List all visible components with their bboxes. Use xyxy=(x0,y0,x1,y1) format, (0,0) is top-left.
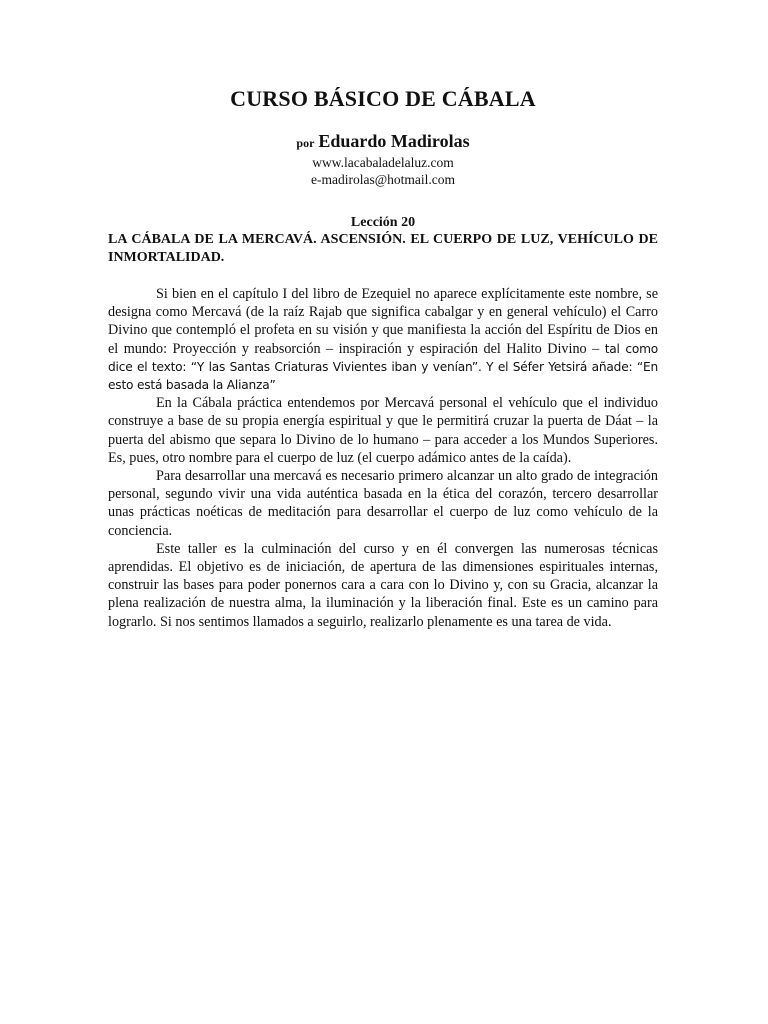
paragraph-4: Este taller es la culminación del curso y en él convergen las numerosas técnicas aprendidas. El objetivo es de iniciación, de apertura de las dimensiones espirituales internas, construir las bases para poder ponernos cara a cara con lo Divino y, con su Gracia, alcanzar la plena realización de nuestra alma, la iluminación y la liberación final. Este es un camino para lograrlo. Si nos sentimos llamados a seguirlo, realizarlo plenamente es una tarea de vida. xyxy=(108,540,658,630)
document-title: CURSO BÁSICO DE CÁBALA xyxy=(230,86,536,111)
paragraph-1-quote: tal como dice el texto: “Y las Santas Criaturas Vivientes iban y venían”. Y el Séfer Yetsirá añade: “En esto está basada la Alianza” xyxy=(108,341,659,393)
byline xyxy=(108,130,658,154)
paragraph-1-text: Si bien en el capítulo I del libro de Ezequiel no aparece explícitamente este nombre, se designa como Mercavá (de la raíz Rajab que significa cabalgar y en general vehículo) el Carro Divino que contempló el profeta en su visión y que manifiesta la acción del Espíritu de Dios en el mundo: Proyección y reabsorción – inspiración y espiración del Halito Divino – xyxy=(108,286,658,357)
byline-por: por xyxy=(296,136,315,150)
author-email: e-madirolas@hotmail.com xyxy=(310,172,456,187)
lesson-title: LA CÁBALA DE LA MERCAVÁ. ASCENSIÓN. EL CUERPO DE LUZ, VEHÍCULO DE INMORTALIDAD. xyxy=(108,232,658,265)
page-content xyxy=(108,84,658,631)
body-text xyxy=(108,285,658,631)
author-name: Eduardo Madirolas xyxy=(318,131,470,151)
lesson-number: Lección 20 xyxy=(350,215,416,230)
paragraph-3: Para desarrollar una mercavá es necesario primero alcanzar un alto grado de integración personal, segundo vivir una vida auténtica basada en la ética del corazón, tercero desarrollar unas prácticas noéticas de meditación para desarrollar el cuerpo de luz como vehículo de la conciencia. xyxy=(108,468,658,539)
author-website: www.lacabaladelaluz.com xyxy=(312,155,454,170)
paragraph-1 xyxy=(108,285,658,394)
paragraph-2: En la Cábala práctica entendemos por Mercavá personal el vehículo que el individuo construye a base de su propia energía espiritual y que le permitirá cruzar la puerta de Dáat – la puerta del abismo que separa lo Divino de lo humano – para acceder a los Mundos Superiores. Es, pues, otro nombre para el cuerpo de luz (el cuerpo adámico antes de la caída). xyxy=(108,395,658,466)
